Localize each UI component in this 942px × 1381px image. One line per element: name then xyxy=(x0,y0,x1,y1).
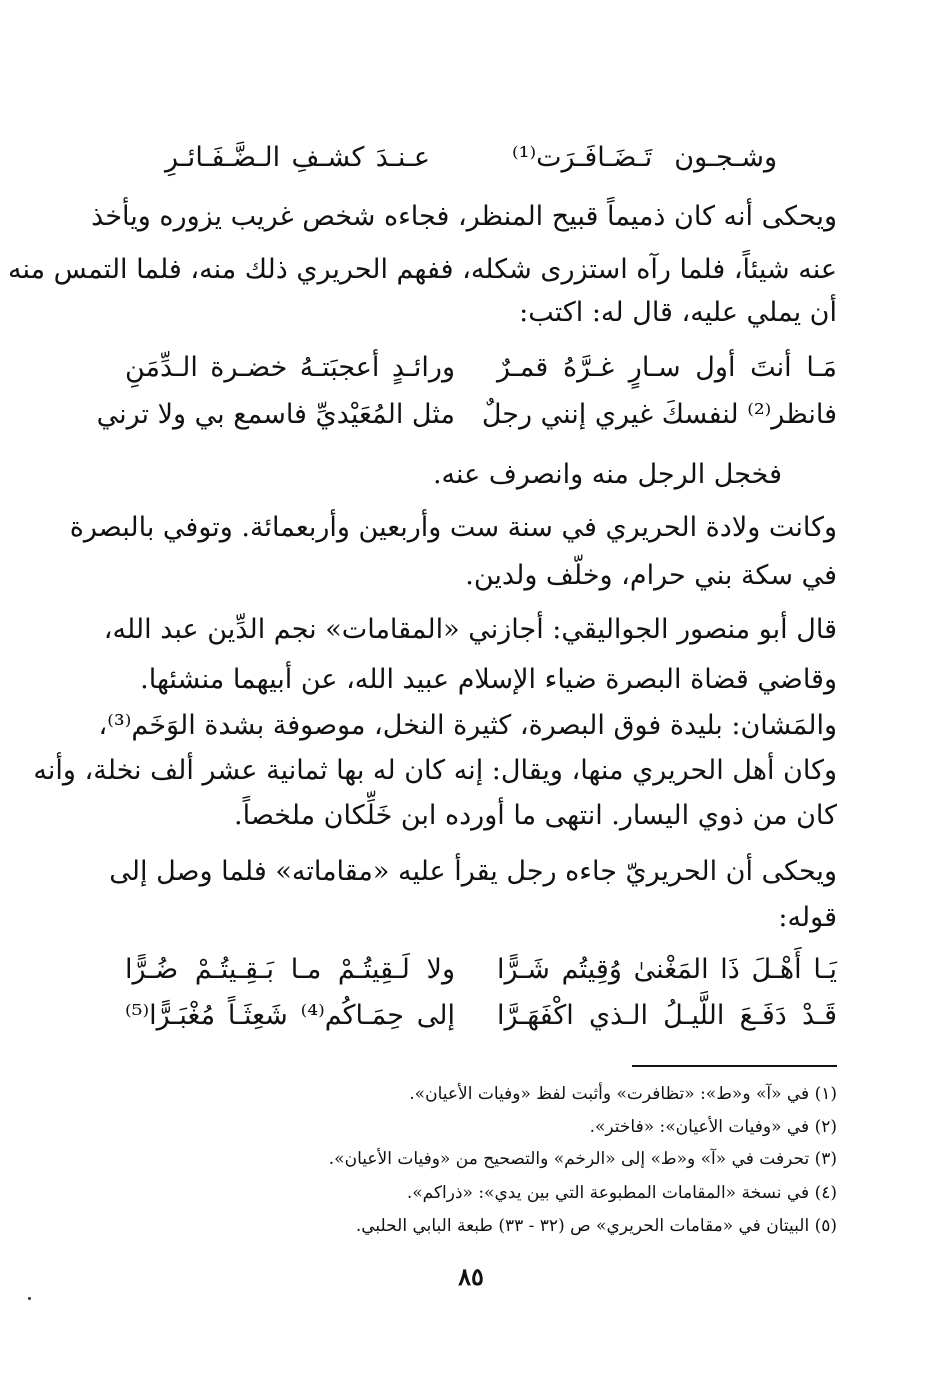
verse-first xyxy=(165,138,777,178)
verse-line xyxy=(125,348,837,388)
verse-hemistich-right: قَـدْ دَفَـعَ اللَّيـلُ الـذي اكْفَهَـرَّا xyxy=(497,1000,837,1031)
verse-hemistich-left: ولا لَـقِيتُـمْ مـا بَـقِـيتُـمْ ضُـرًّا xyxy=(125,954,455,985)
paragraph-line: قوله: xyxy=(778,902,837,933)
verse-hemistich-right: يَـا أَهْـلَ ذَا المَغْنىٰ وُقِيتُم شَـرًّا xyxy=(497,954,837,985)
page-number: ٨٥ xyxy=(458,1262,484,1291)
footnote: (٥) البيتان في «مقامات الحريري» ص (٣٢ - ٣٣) طبعة البابي الحلبي. xyxy=(355,1216,837,1236)
paragraph-line: قال أبو منصور الجواليقي: أجازني «المقامات» نجم الدِّين عبد الله، xyxy=(103,614,837,645)
paragraph-line: عنه شيئاً، فلما رآه استزرى شكله، ففهم الحريري ذلك منه، فلما التمس منه xyxy=(7,254,837,285)
verse-hemistich-left: ورائـدٍ أعجبَتـهُ خضـرة الـدِّمَنِ xyxy=(125,352,455,383)
verse-hemistich-left: إلى حِمَـاكُم⁽⁴⁾ شَعِثَـاً مُغْبَـرًّا⁽⁵⁾ xyxy=(125,1000,455,1031)
paragraph-line: وكانت ولادة الحريري في سنة ست وأربعين وأربعمائة. وتوفي بالبصرة xyxy=(69,512,837,543)
verse-hemistich-left: مثل المُعَيْديِّ فاسمع بي ولا ترني xyxy=(96,399,455,430)
verse-line xyxy=(125,996,837,1036)
paragraph-line: أن يملي عليه، قال له: اكتب: xyxy=(519,297,837,328)
paragraph-line: والمَشان: بليدة فوق البصرة، كثيرة النخل، موصوفة بشدة الوَخَم⁽³⁾، xyxy=(98,710,837,741)
verse-line xyxy=(96,395,837,435)
footnote: (١) في «آ» و«ط»: «تظافرت» وأثبت لفظ «وفيات الأعيان». xyxy=(409,1084,837,1104)
verse-hemistich-right: وشـجـون تَـضَـافَـرَت⁽¹⁾ xyxy=(512,142,777,173)
footnote-separator xyxy=(632,1065,837,1067)
paragraph-line: فخجل الرجل منه وانصرف عنه. xyxy=(432,459,782,490)
paragraph-line: ويحكى أنه كان ذميماً قبيح المنظر، فجاءه شخص غريب يزوره ويأخذ xyxy=(91,201,837,232)
footnote: (٢) في «وفيات الأعيان»: «فاختر». xyxy=(589,1117,837,1137)
paragraph-line: وقاضي قضاة البصرة ضياء الإسلام عبيد الله، عن أبيهما منشئها. xyxy=(140,664,837,695)
paragraph-line: وكان أهل الحريري منها، ويقال: إنه كان له بها ثمانية عشر ألف نخلة، وأنه xyxy=(33,755,837,786)
verse-line xyxy=(125,950,837,990)
verse-hemistich-right: فانظر⁽²⁾ لنفسكَ غيري إنني رجلٌ xyxy=(481,399,837,430)
footnote: (٣) تحرفت في «آ» و«ط» إلى «الرخم» والتصحيح من «وفيات الأعيان». xyxy=(328,1149,837,1169)
paragraph-line: ويحكى أن الحريريّ جاءه رجل يقرأ عليه «مقاماته» فلما وصل إلى xyxy=(109,856,837,887)
paragraph-line: في سكة بني حرام، وخلّف ولدين. xyxy=(465,560,837,591)
verse-hemistich-left: عـنـدَ كشـفِ الـضَّـفَـائـرِ xyxy=(165,142,430,173)
paragraph-line: كان من ذوي اليسار. انتهى ما أورده ابن خَلِّكان ملخصاً. xyxy=(234,800,837,831)
scan-speck xyxy=(28,1297,31,1300)
verse-hemistich-right: مَـا أنتَ أول سـارٍ غـرَّهُ قمـرٌ xyxy=(497,352,837,383)
footnote: (٤) في نسخة «المقامات المطبوعة التي بين يدي»: «ذراكم». xyxy=(406,1183,837,1203)
